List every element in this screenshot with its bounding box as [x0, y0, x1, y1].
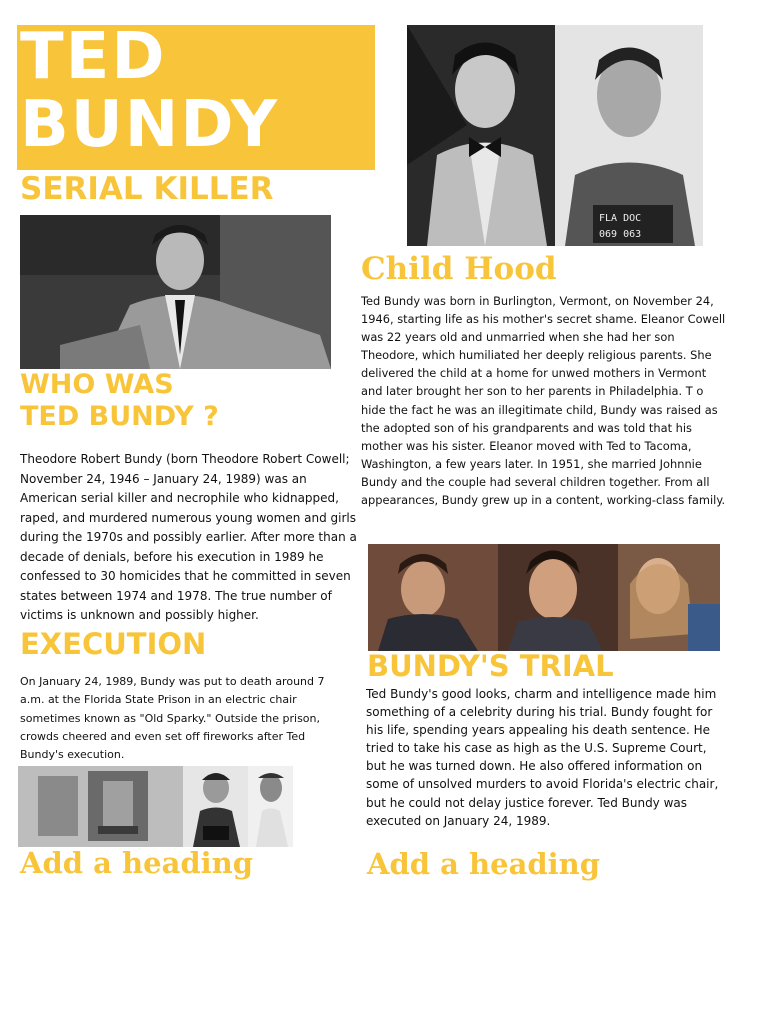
execution-photo-strip [18, 766, 293, 847]
subtitle: SERIAL KILLER [20, 171, 274, 207]
childhood-body: Ted Bundy was born in Burlington, Vermont, on November 24, 1946, starting life as his mother's secret shame. Eleanor Cowell was 22 years old and unmarried when she had her son Theodore, which humiliated her deeply religious parents. She delivered the child at a home for unwed mothers in Vermont and later brought her son to her parents in Philadelphia. T o hide the fact he was an illegitimate child, Bundy was raised as the adopted son of his grandparents and was told that his mother was his sister. Eleanor moved with Ted to Tacoma, Washington, a few years later. In 1951, she married Johnnie Bundy and the couple had several children together. From all appearances, Bundy grew up in a content, working-class family. [361, 294, 726, 508]
courtroom-photo [368, 544, 720, 651]
seated-portrait-photo [20, 215, 331, 369]
who-heading-line-2: TED BUNDY ? [20, 401, 219, 432]
mugshot-sign-line-1: FLA DOC [599, 213, 642, 224]
who-heading [20, 369, 219, 433]
placeholder-heading-left[interactable]: Add a heading [20, 846, 254, 880]
childhood-heading: Child Hood [361, 251, 557, 287]
title-line-1: TED [20, 20, 167, 94]
title-line-2: BUNDY [20, 88, 280, 162]
placeholder-heading-right[interactable]: Add a heading [367, 847, 601, 881]
poster-title [20, 20, 280, 162]
execution-heading: EXECUTION [20, 627, 207, 661]
who-body: Theodore Robert Bundy (born Theodore Robert Cowell; November 24, 1946 – January 24, 1989) was an American serial killer and necrophile who kidnapped, raped, and murdered numerous young women and girls during the 1970s and possibly earlier. After more than a decade of denials, before his execution in 1989 he confessed to 30 homicides that he committed in seven states between 1974 and 1978. The true number of victims is unknown and possibly higher. [20, 452, 357, 622]
trial-heading: BUNDY'S TRIAL [367, 649, 614, 683]
mugshot-photo [555, 25, 703, 246]
who-heading-line-1: WHO WAS [20, 369, 174, 400]
mugshot-sign-line-2: 069 063 [599, 229, 642, 240]
bowtie-portrait-photo [407, 25, 555, 246]
trial-body: Ted Bundy's good looks, charm and intelligence made him something of a celebrity during his trial. Bundy fought for his life, spending years appealing his death sentence. He tried to take his case as high as the U.S. Supreme Court, but he was turned down. He also offered information on some of unsolved murders to avoid Florida's electric chair, but he could not delay justice forever. Ted Bundy was executed on January 24, 1989. [366, 687, 719, 828]
execution-body: On January 24, 1989, Bundy was put to death around 7 a.m. at the Florida State Prison in an electric chair sometimes known as "Old Sparky." Outside the prison, crowds cheered and even set off fireworks after Ted Bundy's execution. [20, 675, 325, 762]
